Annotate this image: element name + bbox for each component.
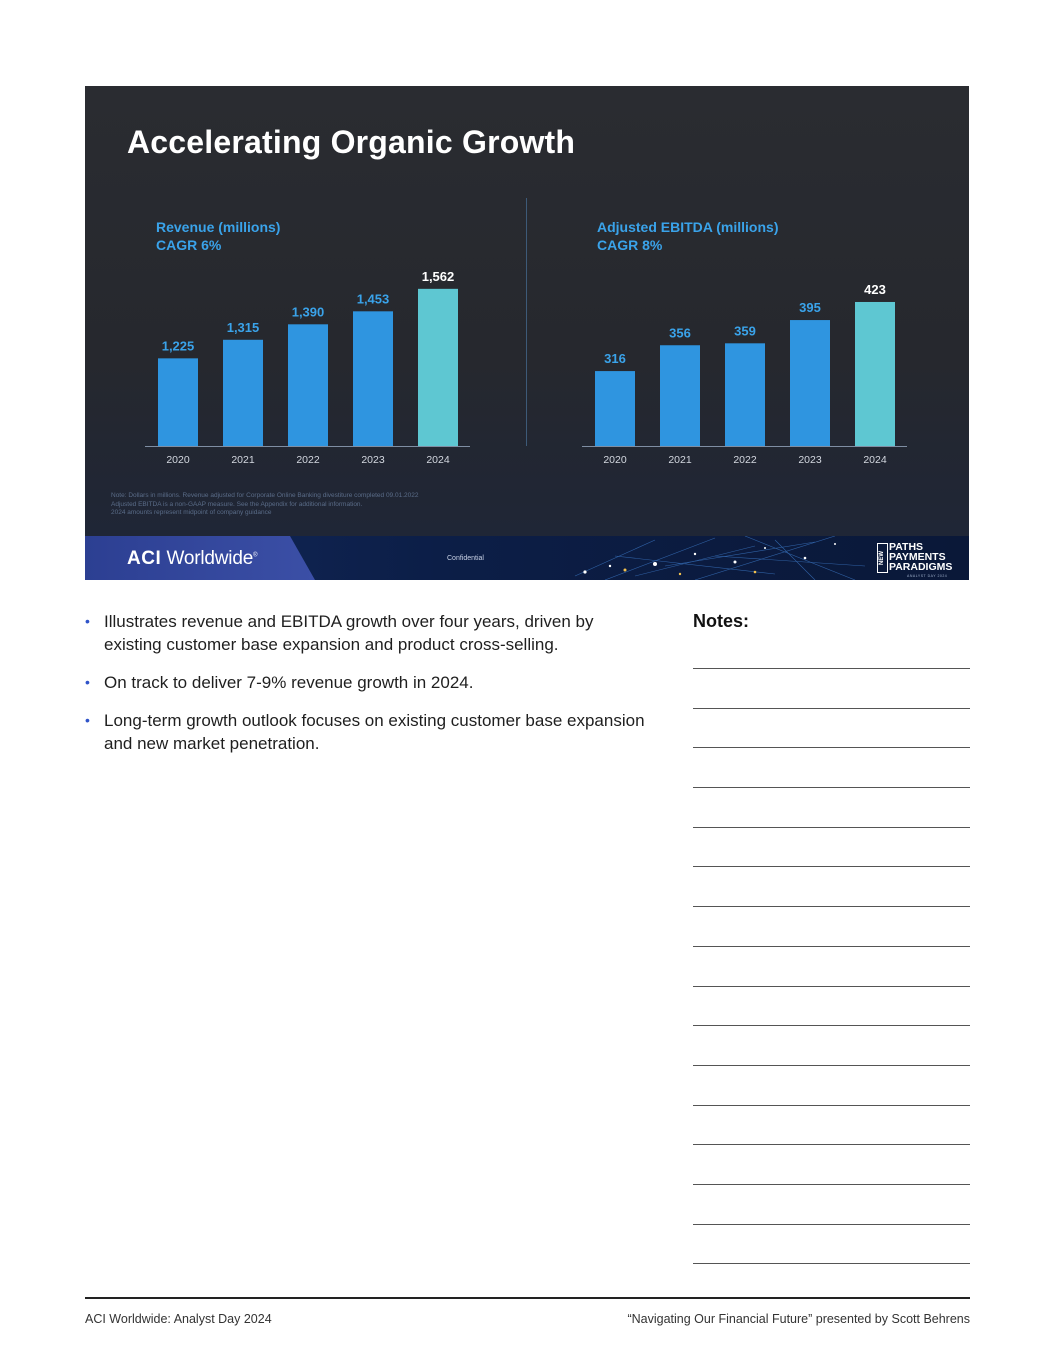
page-footer-left: ACI Worldwide: Analyst Day 2024: [85, 1312, 272, 1326]
notes-line: [693, 1224, 970, 1225]
notes-line: [693, 827, 970, 828]
notes-title: Notes:: [693, 611, 750, 631]
slide-footnote-line: Adjusted EBITDA is a non-GAAP measure. See the Appendix for additional information.: [111, 500, 363, 508]
notes-line: [693, 1144, 970, 1145]
event-subtitle: ANALYST DAY 2024: [907, 574, 948, 578]
revenue-value-label: 1,562: [421, 268, 455, 284]
slide-footer-bar: [85, 536, 969, 580]
page-footer-right: “Navigating Our Financial Future” presented by Scott Behrens: [627, 1312, 970, 1326]
revenue-bar-2021: [223, 340, 263, 446]
revenue-value-label: 1,315: [226, 319, 260, 335]
revenue-bar-2023: [353, 311, 393, 446]
notes-line: [693, 946, 970, 947]
page-footer-rule: [85, 1297, 970, 1299]
confidential-label: Confidential: [447, 555, 484, 562]
ebitda-value-label: 316: [604, 351, 626, 367]
slide-footnote-line: 2024 amounts represent midpoint of company guidance: [111, 509, 272, 516]
slide-image: [85, 86, 969, 580]
event-new-tag: NEW: [877, 543, 888, 573]
ebitda-tick-label: 2020: [603, 454, 627, 466]
ebitda-bar-2023: [790, 320, 830, 446]
revenue-tick-label: 2024: [426, 454, 450, 466]
bullet-item: [85, 610, 655, 656]
notes-line: [693, 1263, 970, 1264]
notes-line: [693, 1025, 970, 1026]
aci-worldwide-logo: [127, 548, 258, 570]
network-graphic: [515, 536, 875, 580]
ebitda-tick-label: 2021: [668, 454, 692, 466]
bullet-text: Long-term growth outlook focuses on existing customer base expansion and new market penetration.: [104, 711, 645, 753]
bullet-dot-icon: •: [85, 613, 90, 629]
bullet-item: [85, 709, 655, 755]
revenue-bar-2020: [158, 358, 198, 446]
notes-line: [693, 747, 970, 748]
slide-footnote: [111, 492, 551, 518]
notes-line: [693, 866, 970, 867]
bullet-dot-icon: •: [85, 674, 90, 690]
ebitda-chart-subtitle: CAGR 8%: [597, 237, 663, 253]
notes-line: [693, 708, 970, 709]
notes-lines: [693, 668, 970, 1303]
revenue-chart-title: Revenue (millions): [156, 219, 281, 235]
ebitda-tick-label: 2024: [863, 454, 887, 466]
bar-charts: [85, 86, 969, 486]
revenue-tick-label: 2022: [296, 454, 320, 466]
ebitda-value-label: 395: [799, 300, 821, 316]
revenue-bar-2024: [418, 289, 458, 446]
revenue-value-label: 1,225: [161, 338, 195, 354]
ebitda-value-label: 359: [734, 323, 756, 339]
notes-line: [693, 1184, 970, 1185]
notes-line: [693, 1065, 970, 1066]
ebitda-bar-2021: [660, 345, 700, 446]
ebitda-tick-label: 2023: [798, 454, 822, 466]
notes-line: [693, 986, 970, 987]
logo-brand: ACI: [127, 548, 162, 569]
revenue-tick-label: 2021: [231, 454, 255, 466]
event-line: PARADIGMS: [889, 561, 953, 573]
ebitda-tick-label: 2022: [733, 454, 757, 466]
logo-mark: ®: [253, 552, 258, 559]
ebitda-bar-2024: [855, 302, 895, 446]
revenue-value-label: 1,453: [356, 291, 390, 307]
ebitda-chart-title: Adjusted EBITDA (millions): [597, 219, 779, 235]
notes-line: [693, 906, 970, 907]
notes-line: [693, 787, 970, 788]
summary-bullets: [85, 610, 655, 770]
event-line: PAYMENTS: [889, 551, 946, 563]
revenue-value-label: 1,390: [291, 304, 325, 320]
ebitda-value-label: 423: [864, 281, 886, 297]
event-line: PATHS: [889, 541, 924, 553]
bullet-item: [85, 671, 655, 694]
notes-line: [693, 1105, 970, 1106]
bullet-text: Illustrates revenue and EBITDA growth over four years, driven by existing customer base expansion and product cross-selling.: [104, 612, 594, 654]
revenue-tick-label: 2020: [166, 454, 190, 466]
slide-title: Accelerating Organic Growth: [127, 124, 576, 160]
revenue-chart-subtitle: CAGR 6%: [156, 237, 222, 253]
bullet-text: On track to deliver 7-9% revenue growth in 2024.: [104, 673, 474, 692]
ebitda-value-label: 356: [669, 325, 691, 341]
notes-line: [693, 668, 970, 669]
revenue-tick-label: 2023: [361, 454, 385, 466]
ebitda-bar-2022: [725, 343, 765, 446]
bullet-dot-icon: •: [85, 712, 90, 728]
revenue-bar-2022: [288, 324, 328, 446]
logo-word: Worldwide: [166, 548, 254, 569]
ebitda-bar-2020: [595, 371, 635, 446]
slide-footnote-line: Note: Dollars in millions. Revenue adjusted for Corporate Online Banking divestiture completed 09.01.2022: [111, 492, 419, 499]
